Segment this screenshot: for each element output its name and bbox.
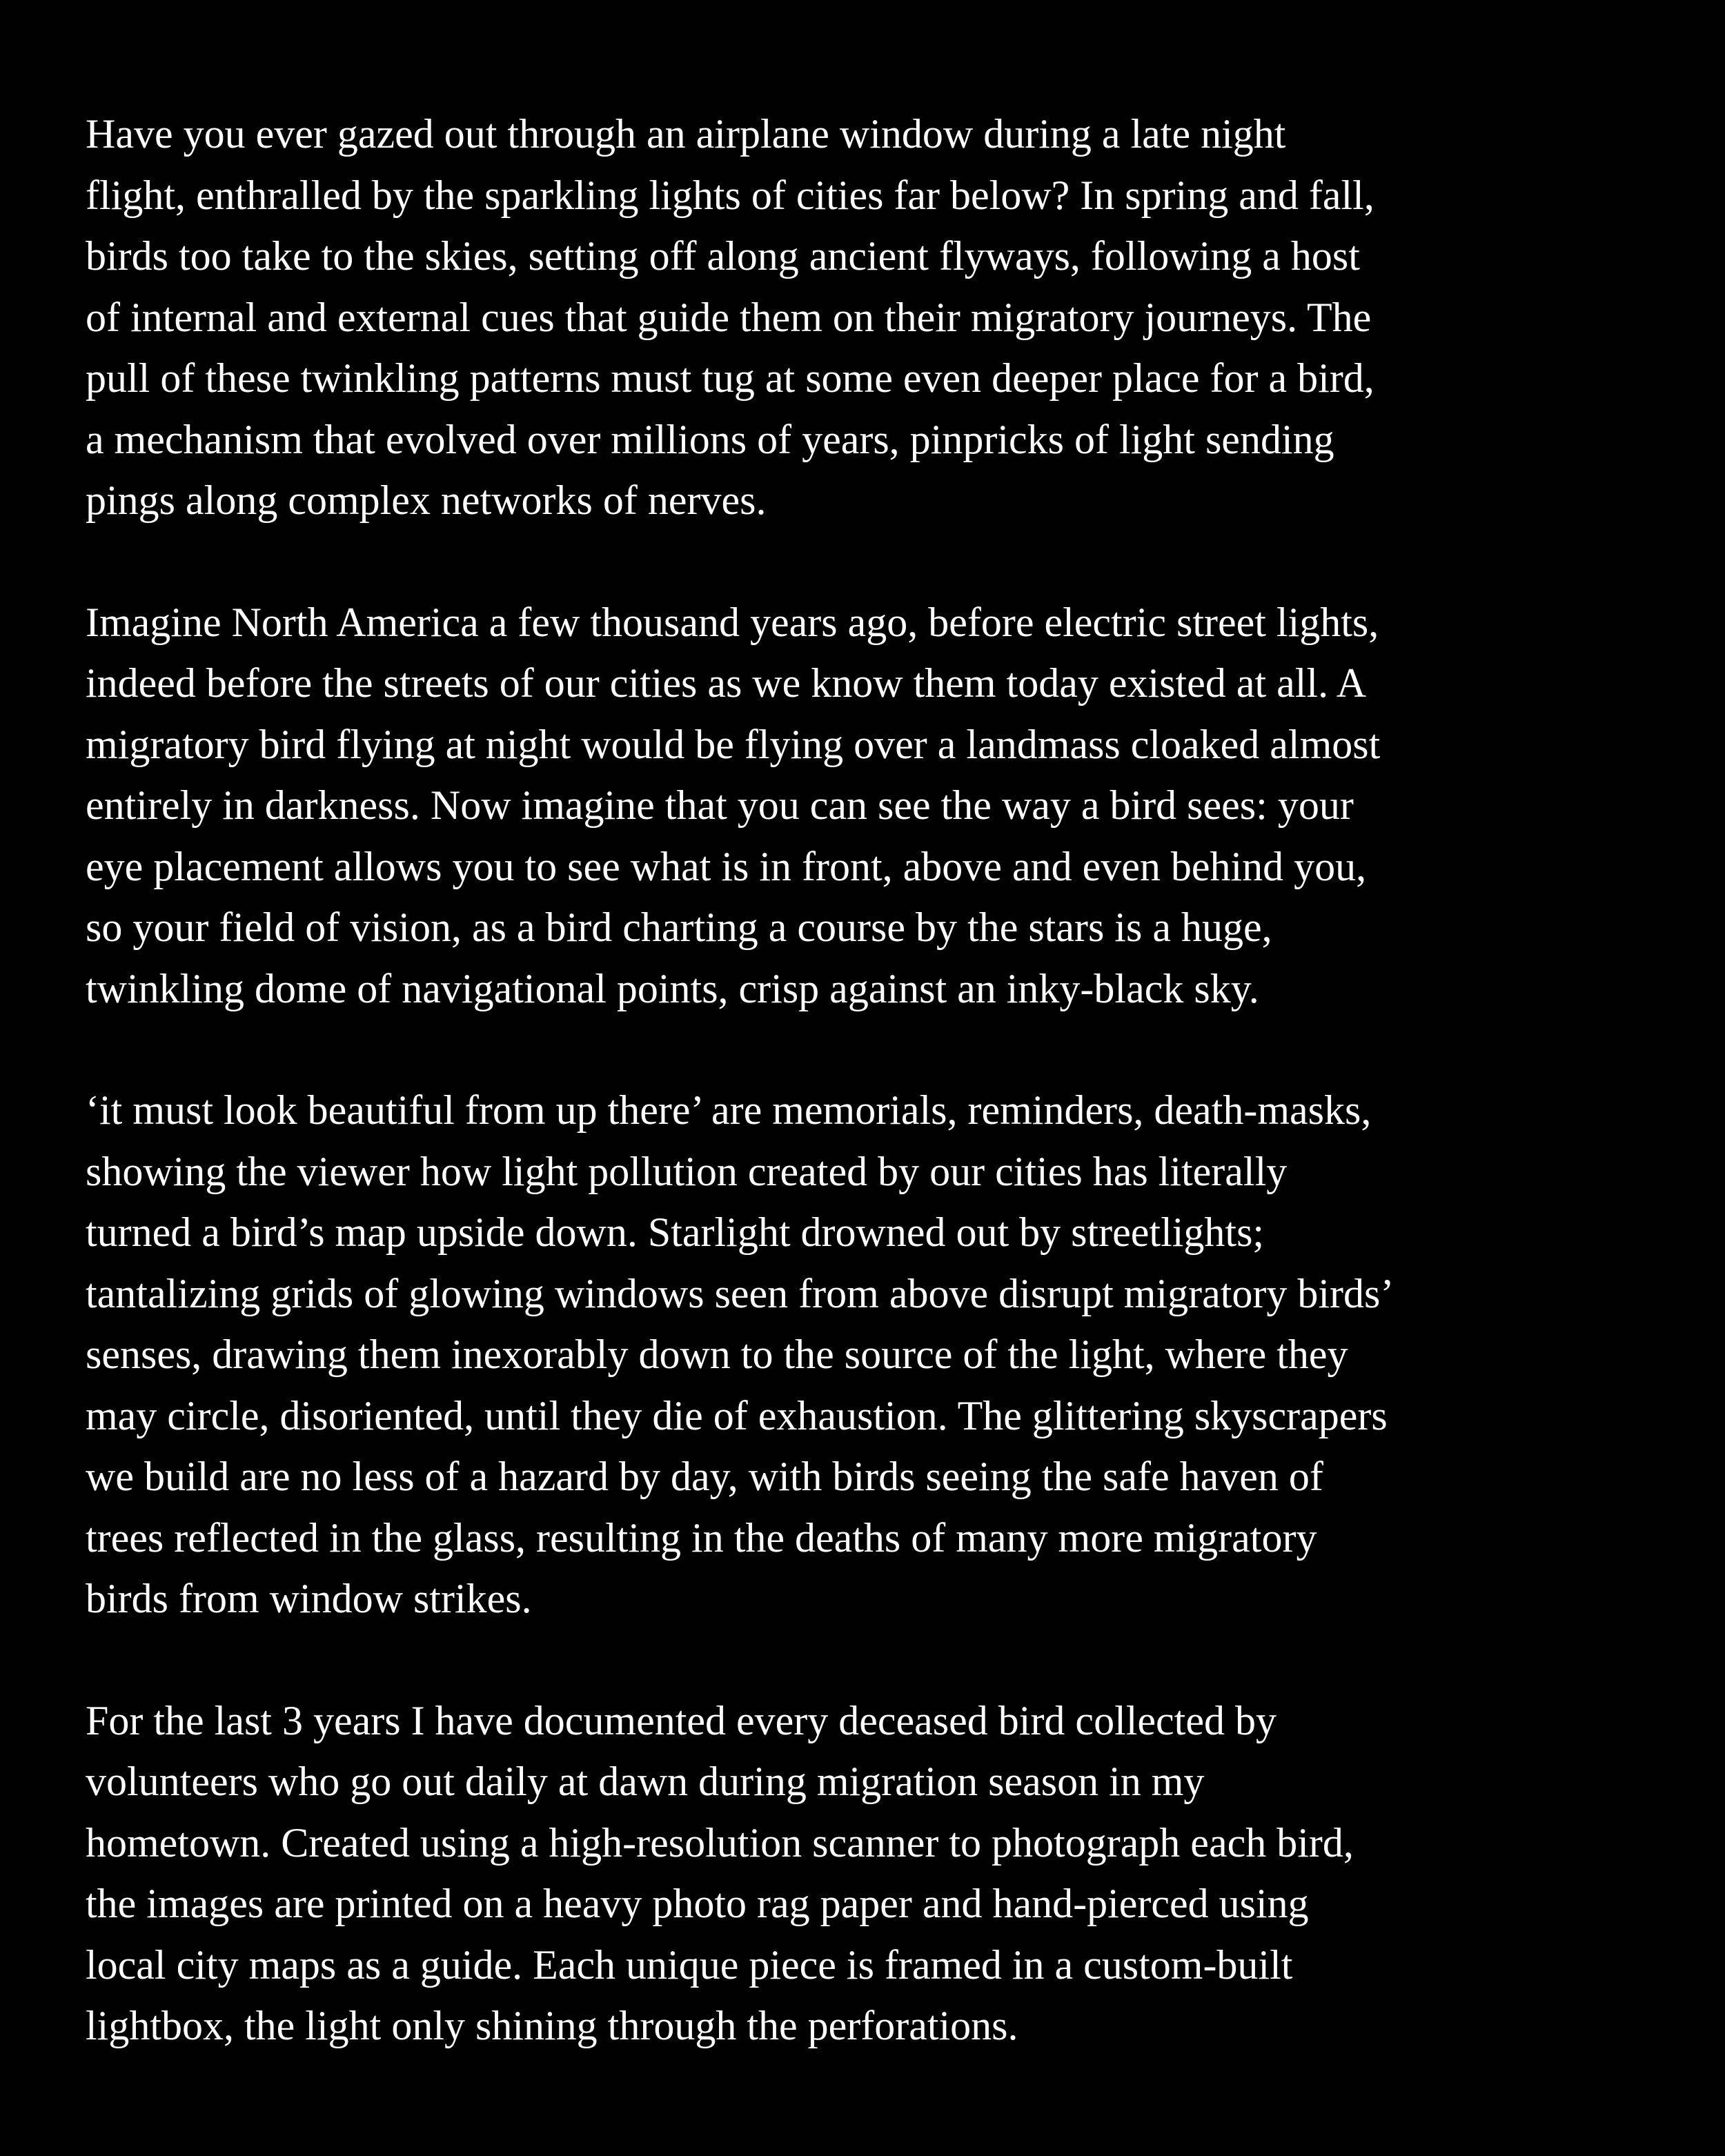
text-line: eye placement allows you to see what is in front, above and even behind you, — [86, 843, 1367, 889]
paragraph-memorials — [86, 1080, 1659, 1630]
text-line: volunteers who go out daily at dawn during migration season in my — [86, 1759, 1205, 1804]
text-line: birds from window strikes. — [86, 1576, 532, 1621]
text-line: may circle, disoriented, until they die of exhaustion. The glittering skyscrapers — [86, 1392, 1388, 1438]
text-line: twinkling dome of navigational points, crisp against an inky-black sky. — [86, 965, 1259, 1011]
paragraph-airplane-window — [86, 103, 1659, 531]
text-line: a mechanism that evolved over millions of years, pinpricks of light sending — [86, 416, 1334, 462]
text-line: For the last 3 years I have documented every deceased bird collected by — [86, 1697, 1276, 1743]
text-line: showing the viewer how light pollution created by our cities has literally — [86, 1148, 1288, 1194]
text-line: we build are no less of a hazard by day, with birds seeing the safe haven of — [86, 1454, 1323, 1499]
body-text — [86, 103, 1659, 2057]
text-line: trees reflected in the glass, resulting in the deaths of many more migratory — [86, 1514, 1317, 1561]
paragraph-documentation — [86, 1690, 1659, 2057]
text-line: the images are printed on a heavy photo rag paper and hand-pierced using — [86, 1881, 1309, 1926]
text-line: birds too take to the skies, setting off along ancient flyways, following a host — [86, 233, 1360, 279]
text-line: Have you ever gazed out through an airplane window during a late night — [86, 111, 1286, 157]
text-line: pings along complex networks of nerves. — [86, 477, 767, 523]
paragraph-north-america — [86, 592, 1659, 1020]
text-line: tantalizing grids of glowing windows seen from above disrupt migratory birds’ — [86, 1270, 1394, 1316]
text-line: senses, drawing them inexorably down to the source of the light, where they — [86, 1332, 1348, 1377]
text-line: hometown. Created using a high-resolution scanner to photograph each bird, — [86, 1819, 1354, 1866]
text-line: Imagine North America a few thousand years ago, before electric street lights, — [86, 599, 1379, 645]
text-line: ‘it must look beautiful from up there’ are memorials, reminders, death-masks, — [86, 1087, 1372, 1133]
text-line: migratory bird flying at night would be flying over a landmass cloaked almost — [86, 721, 1381, 767]
text-line: entirely in darkness. Now imagine that you can see the way a bird sees: your — [86, 782, 1354, 828]
text-line: indeed before the streets of our cities as we know them today existed at all. A — [86, 660, 1367, 706]
text-line: turned a bird’s map upside down. Starlight drowned out by streetlights; — [86, 1209, 1265, 1255]
text-line: lightbox, the light only shining through the perforations. — [86, 2003, 1018, 2048]
text-line: pull of these twinkling patterns must tug at some even deeper place for a bird, — [86, 355, 1374, 401]
text-line: of internal and external cues that guide them on their migratory journeys. The — [86, 294, 1372, 340]
text-line: so your field of vision, as a bird charting a course by the stars is a huge, — [86, 904, 1272, 950]
text-line: local city maps as a guide. Each unique piece is framed in a custom-built — [86, 1941, 1293, 1988]
text-line: flight, enthralled by the sparkling lights of cities far below? In spring and fall, — [86, 172, 1374, 218]
